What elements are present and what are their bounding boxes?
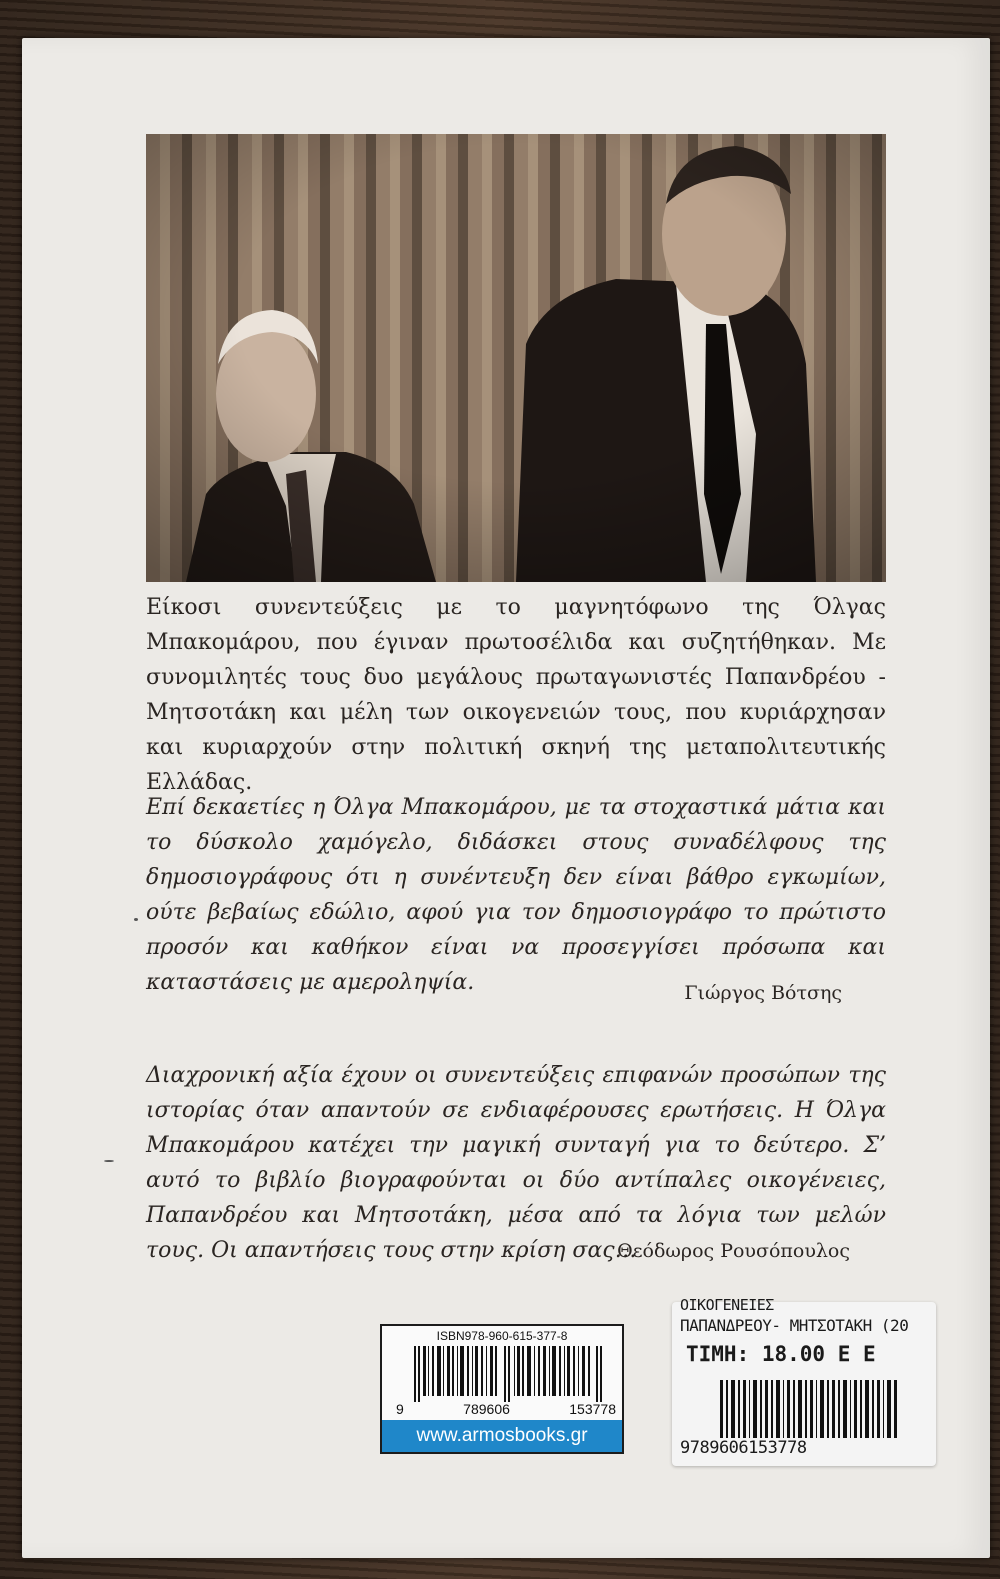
quote-signature-rousopoulos: Θεόδωρος Ρουσόπουλος [617, 1240, 850, 1262]
book-back-cover [22, 38, 990, 1558]
cover-photo-illustration [146, 134, 886, 582]
isbn-barcode-digits [396, 1401, 616, 1417]
quote-signature-votsis: Γιώργος Βότσης [684, 982, 842, 1004]
isbn-digit-group: 789606 [463, 1401, 510, 1417]
description-paragraph: Είκοσι συνεντεύξεις με το μαγνητόφωνο της Όλγας Μπακομάρου, που έγιναν πρωτοσέλιδα και συζητήθηκαν. Με συνομιλητές τους δυο μεγάλους πρωταγωνιστές Παπανδρέου - Μητσοτάκη και μέλη των οικογενειών τους, που κυριάρχησαν και κυριαρχούν στην πολιτική σκηνή της μεταπολιτευτικής Ελλάδας. [146, 595, 886, 795]
paper-speck [134, 918, 138, 921]
cover-photo [146, 134, 886, 582]
price-sticker-barcode-bars [720, 1380, 900, 1438]
paper-speck [104, 1160, 114, 1162]
quote-paragraph-votsis: Επί δεκαετίες η Όλγα Μπακομάρου, με τα στοχαστικά μάτια και το δύσκολο χαμόγελο, διδάσκει στους συναδέλφους της δημοσιογράφους ότι η συνέντευξη δεν είναι βάθρο εγκωμίων, ούτε βεβαίως εδώλιο, αφού για τον δημοσιογράφο το πρώτιστο προσόν και καθήκον είναι να προσεγγίσει πρόσωπα και καταστάσεις με αμεροληψία. [146, 795, 886, 995]
price-sticker-price: ΤΙΜΗ: 18.00 Ε Ε [686, 1342, 876, 1366]
publisher-website: www.armosbooks.gr [382, 1420, 622, 1452]
isbn-digit-group: 153778 [569, 1401, 616, 1417]
price-sticker-barcode-digits: 9789606153778 [680, 1438, 807, 1458]
isbn-barcode-bars [414, 1346, 602, 1402]
price-sticker [672, 1296, 936, 1466]
isbn-label: ISBN978-960-615-377-8 [436, 1329, 568, 1343]
isbn-digit-group: 9 [396, 1401, 404, 1417]
quote-paragraph-rousopoulos: Διαχρονική αξία έχουν οι συνεντεύξεις επιφανών προσώπων της ιστορίας όταν απαντούν σε ενδιαφέρουσες ερωτήσεις. Η Όλγα Μπακομάρου κατέχει την μαγική συνταγή για το δεύτερο. Σ’ αυτό το βιβλίο βιογραφούνται οι δύο αντίπαλες οικογένειες, Παπανδρέου και Μητσοτάκη, μέσα από τα λόγια των μελών τους. Οι απαντήσεις τους στην κρίση σας… [146, 1063, 886, 1263]
price-sticker-title-line-1: ΟΙΚΟΓΕΝΕΙΕΣ [680, 1296, 774, 1314]
price-sticker-title-line-2: ΠΑΠΑΝΔΡΕΟΥ- ΜΗΤΣΟΤΑΚΗ (20 [680, 1316, 909, 1335]
isbn-barcode-box [380, 1324, 624, 1454]
